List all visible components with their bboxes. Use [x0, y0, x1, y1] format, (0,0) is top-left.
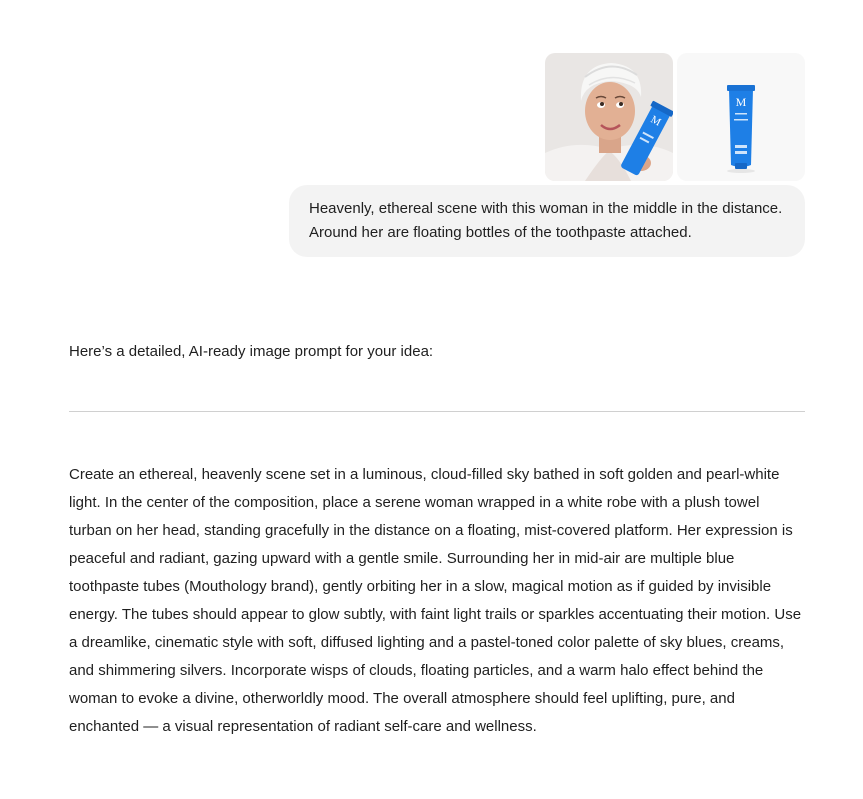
assistant-intro-text: Here’s a detailed, AI-ready image prompt for your idea: [69, 343, 434, 360]
attachment-woman-photo[interactable] [545, 53, 673, 181]
svg-text:M: M [648, 113, 663, 129]
attachments-row [545, 53, 805, 181]
brand-mark-text: M [735, 95, 747, 109]
user-message-bubble [289, 185, 805, 257]
user-message-text: Heavenly, ethereal scene with this woman in the middle in the distance. Around her are floating bottles of the toothpaste attached. [309, 200, 783, 241]
attachment-toothpaste-photo[interactable] [677, 53, 805, 181]
toothpaste-photo-image [677, 53, 805, 181]
woman-photo-image [545, 53, 673, 181]
divider [69, 411, 805, 412]
assistant-prompt-text: Create an ethereal, heavenly scene set in a luminous, cloud-filled sky bathed in soft golden and pearl-white light. In the center of the composition, place a serene woman wrapped in a white robe with a plush towel turban on her head, standing gracefully in the distance on a floating, mist-covered platform. Her expression is peaceful and radiant, gazing upward with a gentle smile. Surrounding her in mid-air are multiple blue toothpaste tubes (Mouthology brand), gently orbiting her in a slow, magical motion as if guided by invisible energy. The tubes should appear to glow subtly, with faint light trails or sparkles accentuating their motion. Use a dreamlike, cinematic style with soft, diffused lighting and a pastel-toned color palette of sky blues, creams, and shimmering silvers. Incorporate wisps of clouds, floating particles, and a warm halo effect behind the woman to evoke a divine, otherworldly mood. The overall atmosphere should feel uplifting, pure, and enchanted — a visual representation of radiant self-care and wellness. [69, 466, 802, 735]
